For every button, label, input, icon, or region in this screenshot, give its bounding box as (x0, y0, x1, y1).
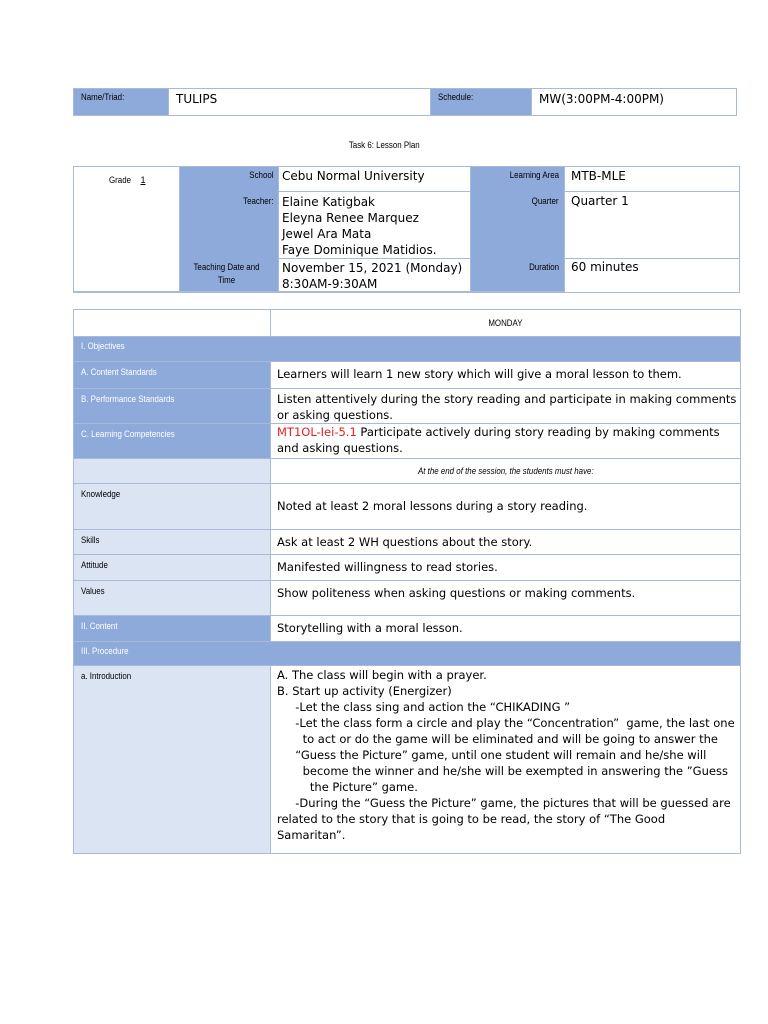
date-value-1: November 15, 2021 (Monday) (282, 261, 463, 275)
name-value: TULIPS (176, 92, 218, 106)
date-value-2: 8:30AM-9:30AM (282, 277, 378, 291)
learning-area-value-cell (565, 167, 739, 192)
end-session-row (74, 459, 740, 484)
knowledge-text: Noted at least 2 moral lessons during a story reading. (277, 499, 588, 513)
schedule-label: Schedule: (438, 92, 474, 102)
day-label: MONDAY (488, 318, 523, 328)
knowledge-label-cell (74, 484, 271, 529)
objectives-label: I. Objectives (81, 341, 125, 351)
introduction-line: -Let the class sing and action the “CHIKADING ” (277, 700, 571, 714)
introduction-line: B. Start up activity (Energizer) (277, 684, 452, 698)
day-row (74, 310, 740, 337)
values-label: Values (81, 586, 105, 596)
introduction-line: A. The class will begin with a prayer. (277, 668, 487, 682)
end-session-cell (271, 459, 740, 483)
quarter-label: Quarter (532, 196, 559, 206)
introduction-label-cell (74, 666, 271, 853)
introduction-label: a. Introduction (81, 671, 132, 681)
teacher-4: Faye Dominique Matidios. (282, 243, 437, 257)
school-label: School (249, 170, 274, 180)
task-title (0, 135, 768, 153)
header-table (73, 88, 737, 116)
skills-label-cell (74, 530, 271, 554)
info-label-column-2 (471, 167, 565, 292)
skills-cell (271, 530, 740, 554)
grade-label: Grade (109, 175, 132, 185)
content-label: II. Content (81, 621, 118, 631)
competencies-label: C. Learning Competencies (81, 429, 175, 439)
end-session-blank (74, 459, 271, 483)
teacher-1: Elaine Katigbak (282, 195, 375, 209)
teacher-value-cell (279, 192, 471, 259)
competency-code: MT1OL-Iei-5.1 (277, 425, 357, 439)
info-table (73, 166, 740, 293)
schedule-value-cell (532, 89, 736, 115)
introduction-line: Samaritan”. (277, 828, 346, 842)
performance-standards-cell (271, 389, 740, 423)
content-standards-label: A. Content Standards (81, 367, 157, 377)
content-row (74, 616, 740, 642)
learning-area-label: Learning Area (509, 170, 559, 180)
skills-row (74, 530, 740, 555)
attitude-text: Manifested willingness to read stories. (277, 560, 498, 574)
school-value: Cebu Normal University (282, 169, 425, 183)
grade-cell (74, 167, 180, 292)
name-label: Name/Triad: (81, 92, 125, 102)
introduction-line: -Let the class form a circle and play the “Concentration” game, the last one (277, 716, 735, 730)
competencies-row (74, 424, 740, 459)
task-title-text: Task 6: Lesson Plan (348, 140, 420, 150)
competencies-cell (271, 424, 740, 458)
objectives-row (74, 337, 740, 362)
date-label-2: Time (217, 275, 236, 285)
introduction-line: -During the “Guess the Picture” game, the pictures that will be guessed are (277, 796, 731, 810)
introduction-cell (271, 666, 740, 853)
values-row (74, 581, 740, 616)
competency-text-1: Participate actively during story reading by making comments (356, 425, 720, 439)
skills-text: Ask at least 2 WH questions about the story. (277, 535, 533, 549)
content-standards-cell (271, 362, 740, 388)
content-text: Storytelling with a moral lesson. (277, 621, 463, 635)
schedule-label-cell (431, 89, 532, 115)
quarter-value-cell (565, 192, 739, 259)
name-value-cell (169, 89, 431, 115)
performance-standards-label-cell (74, 389, 271, 423)
duration-value: 60 minutes (571, 260, 639, 274)
attitude-cell (271, 555, 740, 580)
knowledge-label: Knowledge (81, 489, 121, 499)
schedule-value: MW(3:00PM-4:00PM) (539, 92, 664, 106)
skills-label: Skills (81, 535, 100, 545)
introduction-line: become the winner and he/she will be exempted in answering the ”Guess (277, 764, 728, 778)
duration-value-cell (565, 259, 739, 292)
learning-area-value: MTB-MLE (571, 169, 626, 183)
content-standards-text: Learners will learn 1 new story which will give a moral lesson to them. (277, 367, 682, 381)
lesson-table (73, 309, 741, 854)
performance-standards-row (74, 389, 740, 424)
date-value-cell (279, 259, 471, 292)
content-standards-row (74, 362, 740, 389)
introduction-line: “Guess the Picture” game, until one student will remain and he/she will (277, 748, 707, 762)
competencies-label-cell (74, 424, 271, 458)
knowledge-row (74, 484, 740, 530)
introduction-line: related to the story that is going to be read, the story of “The Good (277, 812, 666, 826)
date-label-1: Teaching Date and (193, 262, 260, 272)
performance-standards-label: B. Performance Standards (81, 394, 175, 404)
competency-text-2: and asking questions. (277, 441, 403, 455)
day-cell (271, 310, 740, 336)
grade-value: 1 (140, 175, 146, 185)
performance-standards-line-1: Listen attentively during the story reading and participate in making comments (277, 392, 737, 406)
values-label-cell (74, 581, 271, 615)
procedure-label: III. Procedure (81, 646, 129, 656)
duration-label: Duration (529, 262, 559, 272)
teacher-2: Eleyna Renee Marquez (282, 211, 419, 225)
procedure-row (74, 642, 740, 666)
teacher-3: Jewel Ara Mata (282, 227, 372, 241)
knowledge-cell (271, 484, 740, 529)
school-value-cell (279, 167, 471, 192)
content-label-cell (74, 616, 271, 641)
attitude-label-cell (74, 555, 271, 580)
name-label-cell (74, 89, 169, 115)
values-cell (271, 581, 740, 615)
content-cell (271, 616, 740, 641)
performance-standards-line-2: or asking questions. (277, 408, 393, 422)
teacher-label: Teacher: (243, 196, 274, 206)
introduction-line: to act or do the game will be eliminated and will be going to answer the (277, 732, 718, 746)
values-text: Show politeness when asking questions or making comments. (277, 586, 636, 600)
introduction-row (74, 666, 740, 853)
attitude-row (74, 555, 740, 581)
end-session-text: At the end of the session, the students must have: (417, 466, 594, 476)
day-row-blank (74, 310, 271, 336)
quarter-value: Quarter 1 (571, 194, 629, 208)
content-standards-label-cell (74, 362, 271, 388)
introduction-line: the Picture” game. (277, 780, 418, 794)
info-label-column (180, 167, 279, 292)
attitude-label: Attitude (81, 560, 108, 570)
